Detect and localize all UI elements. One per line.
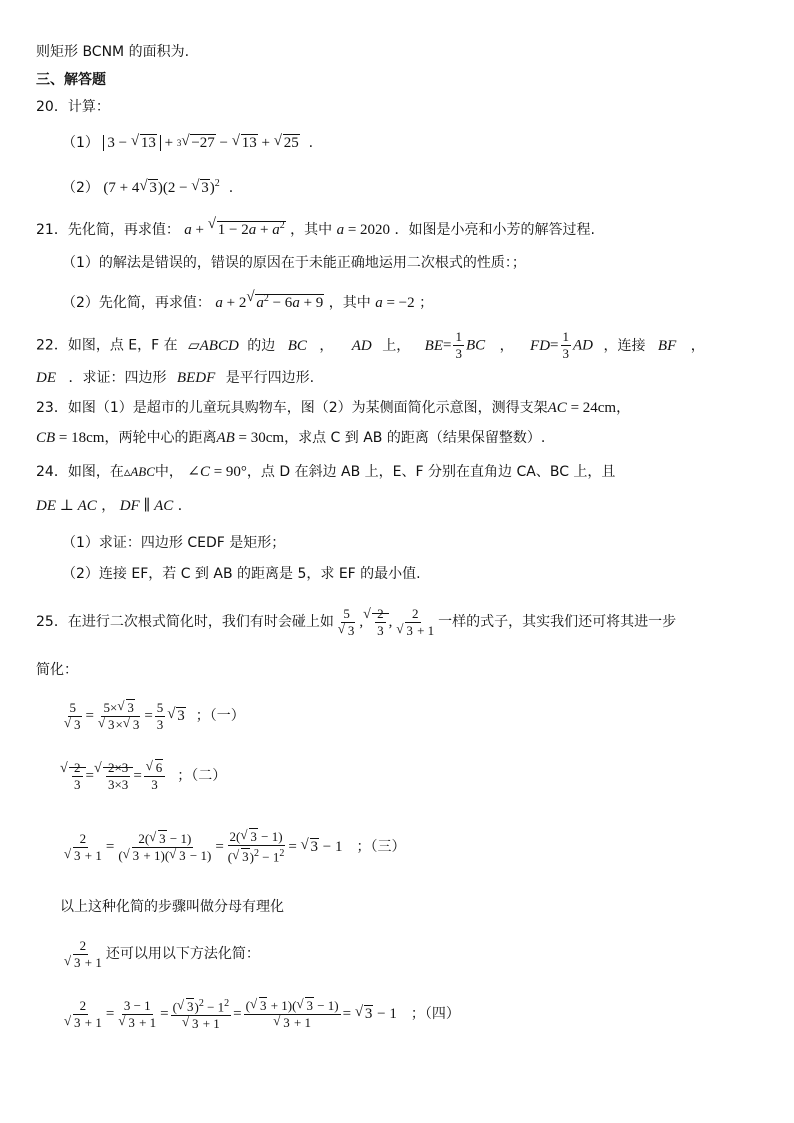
q25-note: 以上这种化简的步骤叫做分母有理化 (60, 899, 284, 915)
q23-line1: 23．如图（1）是超市的儿童玩具购物车，图（2）为某侧面简化示意图，测得支架AC = 24cm， (36, 400, 631, 416)
q25-alt: 2 √ 3 + 1 还可以用以下方法化简： (60, 934, 260, 974)
prev-answer-line: 则矩形 BCNM 的面积为. (36, 44, 190, 60)
q25-step4: 2 √ 3 + 1 = 3 − 1 √ 3 + 1 = (√ $3)^2 - 1^2$ √ 3 + 1 = (√ 3 + 1)(√ 3 − 1) √ 3 + 1 = √ 3 − 1 ；（四） (60, 990, 460, 1038)
q20-part1: （1） 3 − √ 13 + $^3$√ −27 − √ 13 + √ 25 . (62, 133, 313, 153)
section-heading: 三、解答题 (36, 72, 106, 88)
q25-step2: √ $\frac{2}{3}$ = √ $\frac{2\times 3}{3\times 3}$ = √ $\frac{6}{3}$ ；（二） (60, 755, 226, 797)
q23-line2: CB = 18cm，两轮中心的距离AB = 30cm，求点 C 到 AB 的距离（结果保留整数）. (36, 430, 546, 446)
q20-part2: （2） (7 + 4√ 3)(2 − √ 3)$^2$ . (62, 174, 233, 198)
q25-step1: 5 √ 3 = 5×√ 3 √ 3×√ 3 = $\frac{5}{3}$ √ 3 ；（一） (60, 696, 245, 736)
q25-line2: 简化： (36, 662, 78, 678)
q24-line2: DE ⊥ AC ， DF ∥ AC ． (36, 498, 192, 514)
q20-heading: 20．计算： (36, 99, 110, 115)
q24-part1: （1）求证：四边形 CEDF 是矩形； (62, 535, 286, 551)
q24-line1: 24．如图，在▵ABC中， ∠C = 90°，点 D 在斜边 AB 上，E、F 分别在直角边 CA、BC 上，且 (36, 464, 616, 480)
q21-part1: （1）的解法是错误的，错误的原因在于未能正确地运用二次根式的性质：； (62, 255, 526, 271)
q22-line2: DE ．求证：四边形 BEDF 是平行四边形. (36, 370, 315, 386)
q25-step3: 2 √ 3 + 1 = $\frac{2(√ 3 - 1)}{(√ 3 + 1)(√ 3 - 1)}$ = $\frac{2(√ 3 - 1)}{(√ 3)^2 - 1^2}$ = √ 3 − 1 ；（三） (60, 823, 406, 871)
q24-part2: （2）连接 EF，若 C 到 AB 的距离是 5，求 EF 的最小值. (62, 566, 421, 582)
q21-stem: 21．先化简，再求值： a + √ $1 - 2a + a^2$ ，其中 a = 2020 ．如图是小亮和小芳的解答过程. (36, 216, 595, 240)
q25-line1: 25．在进行二次根式简化时，我们有时会碰上如 5 √ 3 , √ $\frac{2}{3}$ , 2 √ 3 + 1 一样的式子，其实我们还可将其进一步 (36, 602, 676, 642)
q21-part2: （2）先化简，再求值： a + 2√ $a^2 - 6a + 9$ ，其中 a = −2 ； (62, 289, 433, 313)
q22-line1: 22．如图，点 E，F 在 ▱ABCD 的边 BC ， AD 上， BE= $\frac{1}{3}$ BC ， FD= $\frac{1}{3}$ AD ，连接 BF ， (36, 329, 705, 361)
